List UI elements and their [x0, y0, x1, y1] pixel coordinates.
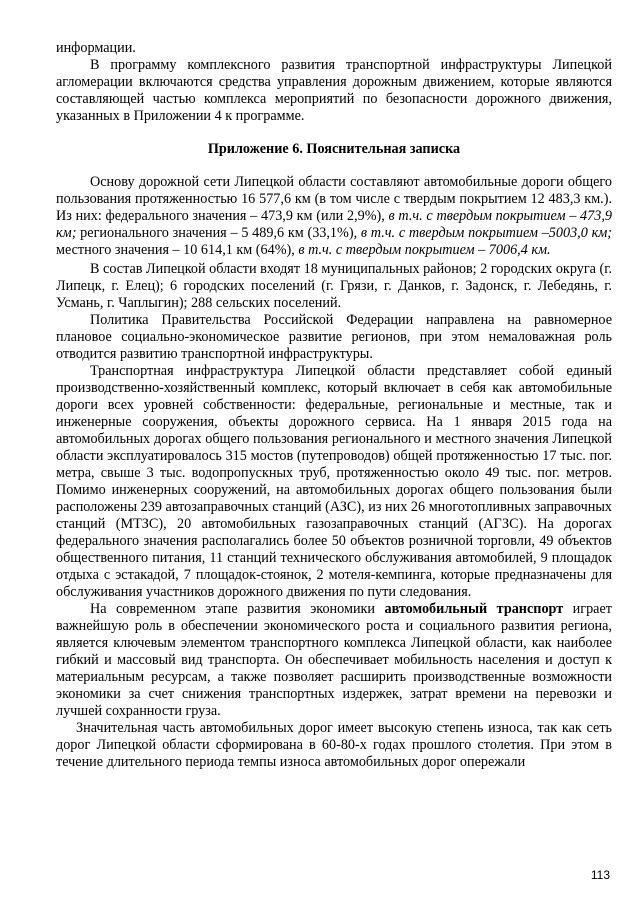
section-heading: Приложение 6. Пояснительная записка: [207, 141, 461, 157]
paragraph-road-transport: [56, 601, 612, 720]
paragraph-transport-infrastructure: Транспортная инфраструктура Липецкой области представляет собой единый производственно-хозяйственный комплекс, который включает в себя как автомобильные дороги всех уровней собственности: федеральные, региональные и местные, так и инженерные сооружения, объекты дорожного сервиса. На 1 января 2015 года на автомобильных дорогах общего пользования регионального и местного значения Липецкой области эксплуатировалось 315 мостов (путепроводов) общей протяженностью 17 тыс. пог. метра, свыше 3 тыс. водопропускных труб, протяженностью около 49 тыс. пог. метров. Помимо инженерных сооружений, на автомобильных дорогах общего пользования были расположены 239 автозаправочных станций (АЗС), из них 26 многотопливных заправочных станций (МТЗС), 20 автомобильных газозаправочных станций (АГЗС). На дорогах федерального значения располагались более 50 объектов розничной торговли, 49 объектов общественного питания, 11 станций технического обслуживания автомобилей, 9 площадок отдыха с эстакадой, 7 площадок-стоянок, 2 мотеля-кемпинга, которые предназначены для обслуживания участников дорожного движения по пути следования.: [56, 363, 612, 600]
text-run: местного значения – 10 614,1 км (64%),: [56, 242, 299, 258]
italic-run: в т.ч. с твердым покрытием – 7006,4 км.: [298, 242, 551, 258]
paragraph-road-network: [56, 174, 612, 259]
document-page: [56, 40, 612, 771]
text-run: регионального значения – 5 489,6 км (33,1%),: [76, 225, 361, 241]
text-run: На современном этапе развития экономики: [90, 601, 385, 617]
page-number: 113: [590, 868, 610, 882]
italic-run: в т.ч. с твердым покрытием – 473,9 км;: [56, 208, 612, 241]
text-run: играет важнейшую роль в обеспечении экономического роста и социального развития региона, является ключевым элементом транспортного комплекса Липецкой области, как наиболее гибкий и массовый вид транспорта. Он обеспечивает мобильность населения и доступ к материальным ресурсам, а также позволяет расширить производственные возможности экономики за счет снижения транспортных издержек, затрат времени на перевозки и лучшей сохранности груза.: [56, 601, 612, 719]
paragraph-continuation: информации.: [56, 40, 136, 56]
paragraph-traffic-management: В программу комплексного развития транспортной инфраструктуры Липецкой агломерации включаются средства управления дорожным движением, которые являются составляющей частью комплекса мероприятий по безопасности дорожного движения, указанных в Приложении 4 к программе.: [56, 57, 612, 124]
text-run: Основу дорожной сети Липецкой области составляют автомобильные дороги общего пользования протяженностью 16 577,6 км (в том числе с твердым покрытием 12 483,3 км.). Из них: федерального значения – 473,9 км (или 2,9%),: [56, 174, 612, 224]
paragraph-administrative-units: В состав Липецкой области входят 18 муниципальных районов; 2 городских округа (г. Липецк, г. Елец); 6 городских поселений (г. Грязи, г. Данков, г. Задонск, г. Лебедянь, г. Усмань, г. Чаплыгин); 288 сельских поселений.: [56, 261, 612, 311]
paragraph-government-policy: Политика Правительства Российской Федерации направлена на равномерное плановое социально-экономическое развитие регионов, при этом немаловажная роль отводится развитию транспортной инфраструктуры.: [56, 312, 612, 362]
bold-run: автомобильный транспорт: [384, 601, 564, 617]
paragraph-road-wear: Значительная часть автомобильных дорог имеет высокую степень износа, так как сеть дорог Липецкой области сформирована в 60-80-х годах прошлого столетия. При этом в течение длительного периода темпы износа автомобильных дорог опережали: [56, 720, 612, 770]
italic-run: в т.ч. с твердым покрытием –5003,0 км;: [360, 225, 612, 241]
